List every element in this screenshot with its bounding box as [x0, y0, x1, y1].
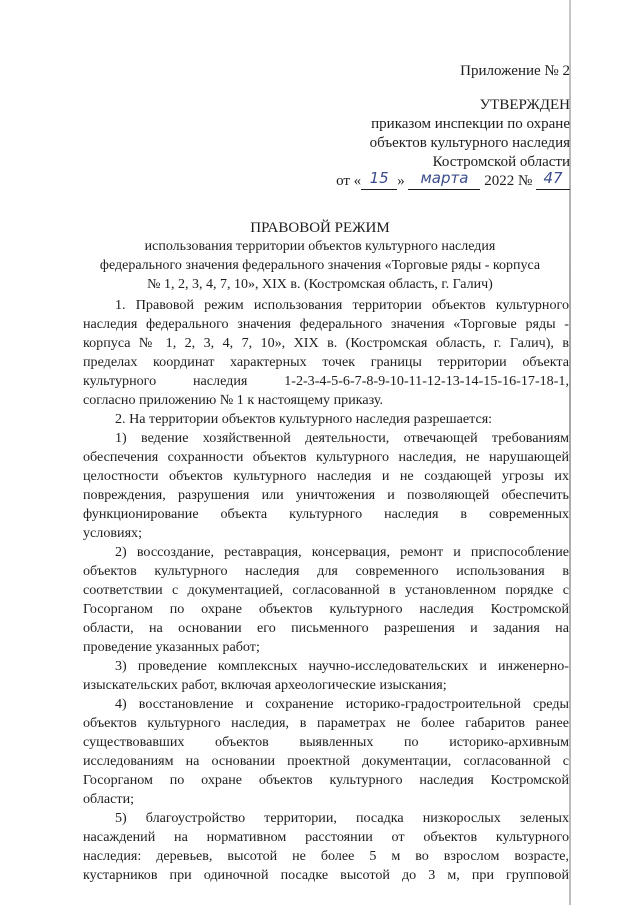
- order-number-field: [536, 169, 570, 190]
- document-title: ПРАВОВОЙ РЕЖИМ: [250, 220, 390, 236]
- body-line: изыскательских работ, включая археологические изыскания;: [83, 677, 447, 693]
- approved-heading: УТВЕРЖДЕН: [479, 97, 570, 113]
- body-line: соответствии с документацией, согласованной в установленном порядке с: [83, 582, 569, 598]
- date-day-handwritten: 15: [369, 169, 389, 187]
- body-line: культурного наследия 1-2-3-4-5-6-7-8-9-10-11-12-13-14-15-16-17-18-1,: [83, 373, 569, 389]
- body-line: 2. На территории объектов культурного наследия разрешается:: [115, 411, 493, 427]
- body-line: 3) проведение комплексных научно-исследовательских и инженерно-: [115, 658, 569, 674]
- body-line: насаждений на нормативном расстоянии от объектов культурного: [83, 829, 569, 845]
- date-month-handwritten: марта: [420, 169, 469, 187]
- body-line: объектов культурного наследия, в параметрах не более габаритов ранее: [83, 715, 569, 731]
- body-line: исследованиям на основании проектной документации, согласованной с: [83, 753, 569, 769]
- body-line: области, на основании его письменного разрешения и задания на: [83, 620, 569, 636]
- body-line: корпуса № 1, 2, 3, 4, 7, 10», XIX в. (Костромская область, г. Галич), в: [83, 335, 569, 351]
- order-number-handwritten: 47: [543, 169, 563, 187]
- body-line: области;: [83, 791, 135, 807]
- body-line: 1) ведение хозяйственной деятельности, отвечающей требованиям: [115, 430, 569, 446]
- date-mid: »: [397, 173, 405, 189]
- approval-line-2: объектов культурного наследия: [369, 135, 570, 151]
- subtitle-line-2: федерального значения федерального значения «Торговые ряды - корпуса: [99, 258, 541, 273]
- body-line: повреждения, разрушения или уничтожения и позволяющей обеспечить: [83, 487, 569, 503]
- date-day-field: [361, 169, 397, 190]
- body-line: условиях;: [83, 525, 143, 541]
- approval-date-line: [336, 169, 570, 191]
- approval-line-1: приказом инспекции по охране: [371, 116, 570, 132]
- subtitle-line-3: № 1, 2, 3, 4, 7, 10», XIX в. (Костромская область, г. Галич): [147, 277, 493, 292]
- body-text: [83, 296, 569, 885]
- body-line: пределах координат характерных точек границы территории объекта: [83, 354, 569, 370]
- date-month-field: [408, 169, 480, 190]
- body-line: согласно приложению № 1 к настоящему приказу.: [83, 392, 384, 408]
- body-line: кустарников при одиночной посадке высотой до 3 м, при групповой: [83, 867, 569, 883]
- body-line: 4) восстановление и сохранение историко-градостроительной среды: [115, 696, 569, 712]
- body-line: наследия: деревьев, высотой не более 5 м во взрослом возрасте,: [83, 848, 569, 864]
- approval-line-3: Костромской области: [432, 154, 570, 170]
- subtitle-line-1: использования территории объектов культурного наследия: [144, 239, 496, 254]
- appendix-label: Приложение № 2: [460, 63, 570, 79]
- body-line: 2) воссоздание, реставрация, консервация, ремонт и приспособление: [115, 544, 569, 560]
- body-line: объектов культурного наследия для современного использования в: [83, 563, 569, 579]
- date-prefix: от «: [336, 173, 362, 189]
- body-line: Госорганом по охране объектов культурного наследия Костромской: [83, 772, 569, 788]
- date-year: 2022 №: [484, 173, 533, 189]
- body-line: 1. Правовой режим использования территории объектов культурного: [115, 297, 569, 313]
- body-line: Госорганом по охране объектов культурного наследия Костромской: [83, 601, 569, 617]
- body-line: обеспечения сохранности объектов культурного наследия, не нарушающей: [83, 449, 569, 465]
- body-line: функционирование объекта культурного наследия в современных: [83, 506, 569, 522]
- body-line: проведение указанных работ;: [83, 639, 260, 655]
- body-line: наследия федерального значения федерального значения «Торговые ряды -: [83, 316, 569, 332]
- body-line: существовавших объектов выявленных по историко-архивным: [83, 734, 569, 750]
- body-line: целостности объектов культурного наследия и не создающей угрозы их: [83, 468, 569, 484]
- body-line: 5) благоустройство территории, посадка низкорослых зеленых: [115, 810, 569, 826]
